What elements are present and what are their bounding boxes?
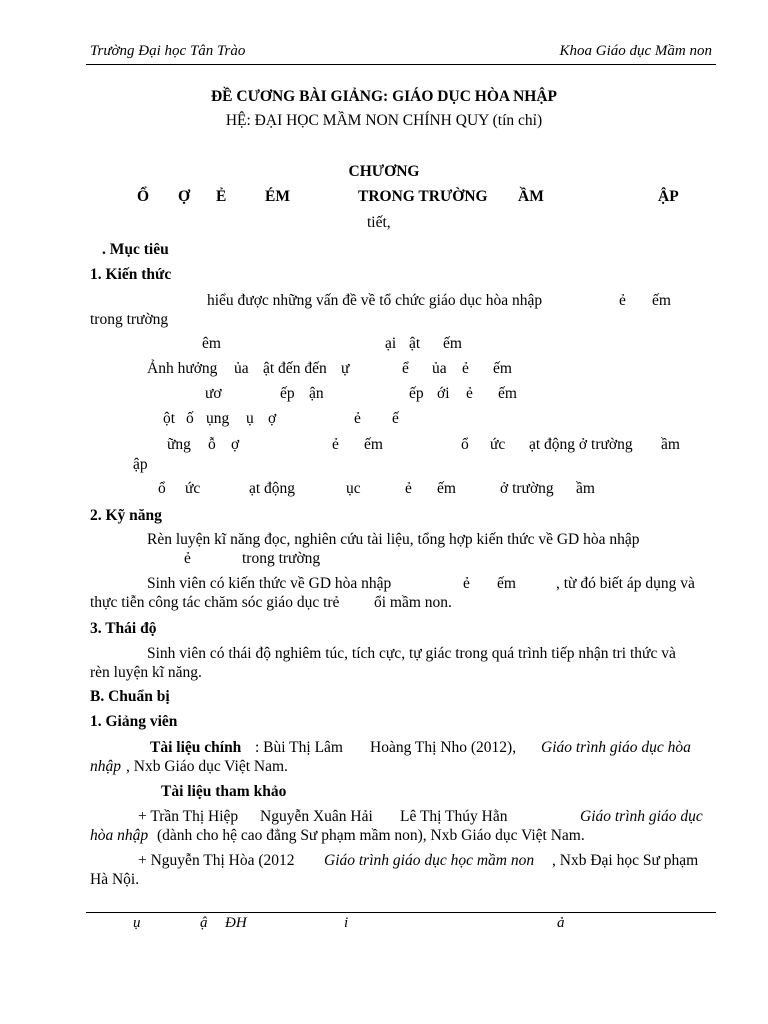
header-faculty: Khoa Giáo dục Mầm non xyxy=(559,43,712,59)
attitude-heading: 3. Thái độ xyxy=(90,620,157,637)
footer-fragment: ậ xyxy=(200,915,208,931)
text-run: ầm xyxy=(576,480,595,497)
text-run: (dành cho hệ cao đẳng Sư phạm mầm non), Nxb Giáo dục Việt Nam. xyxy=(157,827,585,844)
text-run: ận xyxy=(309,385,324,402)
text-run: ục xyxy=(346,480,361,497)
text-run: ếp xyxy=(280,385,295,402)
chapter-title-fragment: ẬP xyxy=(658,188,679,205)
text-run: ẻ xyxy=(466,385,473,402)
text-run: ủa xyxy=(234,360,249,377)
chapter-title-fragment: Ẻ xyxy=(216,188,227,205)
text-run: ếp xyxy=(409,385,424,402)
footer-fragment: ụ xyxy=(133,915,141,931)
text-run: ập xyxy=(133,456,148,473)
chapter-title-fragment: Ợ xyxy=(178,188,191,205)
text-run: ổ xyxy=(461,436,469,453)
text-run: ại xyxy=(385,335,397,352)
text-run: Hà Nội. xyxy=(90,871,140,888)
text-run: ươ xyxy=(205,385,222,402)
text-run: ẻ xyxy=(462,360,469,377)
text-run: + Trần Thị Hiệp xyxy=(138,808,239,825)
text-run: Giáo trình giáo dục hòa xyxy=(541,739,691,756)
text-run: ở trường xyxy=(500,480,554,497)
text-run: ếm xyxy=(652,292,671,309)
footer-fragment: ĐH xyxy=(225,915,247,931)
text-run: ủa xyxy=(432,360,447,377)
text-run: ổ xyxy=(158,480,166,497)
text-run: ột xyxy=(163,410,176,427)
teacher-heading: 1. Giảng viên xyxy=(90,713,178,730)
chapter-duration: tiết, xyxy=(367,214,391,231)
text-run: trong trường xyxy=(242,550,321,567)
document-subtitle: HỆ: ĐẠI HỌC MẦM NON CHÍNH QUY (tín chỉ) xyxy=(225,112,543,129)
text-run: ẻ xyxy=(332,436,339,453)
footer-fragment: ả xyxy=(557,915,565,931)
text-run: Giáo trình giáo dục học mầm non xyxy=(324,852,535,869)
text-run: Rèn luyện kĩ năng đọc, nghiên cứu tài liệu, tổng hợp kiến thức về GD hòa nhập xyxy=(147,531,640,548)
text-run: ếm xyxy=(437,480,456,497)
text-run: ẻ xyxy=(463,575,470,592)
text-run: ức xyxy=(185,480,201,497)
text-run: ố xyxy=(186,410,194,427)
header-university: Trường Đại học Tân Trào xyxy=(90,43,246,59)
text-run: ẻ xyxy=(405,480,412,497)
text-run: ợ xyxy=(231,436,240,453)
text-run: trong trường xyxy=(90,311,169,328)
text-run: ững xyxy=(167,436,191,453)
text-run: ẻ xyxy=(619,292,626,309)
text-run: Ảnh hưởng xyxy=(147,360,218,377)
document-title: ĐỀ CƯƠNG BÀI GIẢNG: GIÁO DỤC HÒA NHẬP xyxy=(210,88,558,105)
reference-materials-label: Tài liệu tham khảo xyxy=(161,783,287,800)
text-run: ức xyxy=(490,436,506,453)
text-run: , từ đó biết áp dụng và xyxy=(556,575,695,592)
text-run: ếm xyxy=(498,385,517,402)
text-run: ếm xyxy=(497,575,516,592)
text-run: + Nguyễn Thị Hòa (2012 xyxy=(138,852,295,869)
text-run: Nguyễn Xuân Hải xyxy=(260,808,373,825)
text-run: ếm xyxy=(493,360,512,377)
text-run: thực tiễn công tác chăm sóc giáo dục trẻ xyxy=(90,594,340,611)
text-run: ợ xyxy=(268,410,277,427)
text-run: ế xyxy=(392,410,399,427)
chapter-label: CHƯƠNG xyxy=(348,163,420,180)
text-run: hiểu được những vấn đề về tổ chức giáo dục hòa nhập xyxy=(207,292,543,309)
text-run: ạt động ở trường xyxy=(529,436,633,453)
chapter-title-fragment: ÉM xyxy=(265,188,290,205)
page-header xyxy=(86,40,716,65)
text-run: ếm xyxy=(443,335,462,352)
text-run: : Bùi Thị Lâm xyxy=(255,739,343,756)
knowledge-heading: 1. Kiến thức xyxy=(90,266,172,283)
footer-fragment: i xyxy=(344,915,349,931)
text-run: ự xyxy=(341,360,350,377)
attitude-line: Sinh viên có thái độ nghiêm túc, tích cực, tự giác trong quá trình tiếp nhận tri thức và xyxy=(147,645,676,662)
text-run: hòa nhập xyxy=(90,827,149,844)
chapter-title-fragment: ẦM xyxy=(518,188,544,205)
text-run: ụ xyxy=(246,410,254,427)
text-run: ổi mầm non. xyxy=(374,594,452,611)
text-run: Giáo trình giáo dục xyxy=(580,808,703,825)
text-run: , Nxb Đại học Sư phạm xyxy=(552,852,699,869)
text-run: ỗ xyxy=(208,436,216,453)
preparation-heading: B. Chuẩn bị xyxy=(90,688,170,705)
text-run: ạt động xyxy=(249,480,296,497)
text-run: ới xyxy=(437,385,450,402)
skills-heading: 2. Kỹ năng xyxy=(90,507,162,524)
text-run: ầm xyxy=(661,436,680,453)
footer-divider xyxy=(86,912,716,913)
text-run: ẻ xyxy=(354,410,361,427)
text-run: ếm xyxy=(364,436,383,453)
text-run: Sinh viên có kiến thức về GD hòa nhập xyxy=(147,575,392,592)
attitude-line: rèn luyện kĩ năng. xyxy=(90,664,202,681)
text-run: Lê Thị Thúy Hằn xyxy=(400,808,508,825)
text-run: ật đến đến xyxy=(263,360,327,377)
text-run: nhập xyxy=(90,758,121,775)
text-run: , Nxb Giáo dục Việt Nam. xyxy=(126,758,288,775)
main-materials-label: Tài liệu chính xyxy=(150,739,242,756)
text-run: ật xyxy=(409,335,421,352)
text-run: ể xyxy=(402,360,409,377)
section-objectives-heading: . Mục tiêu xyxy=(102,241,169,258)
text-run: ụng xyxy=(206,410,230,427)
text-run: ẻ xyxy=(184,550,191,567)
text-run: Hoàng Thị Nho (2012), xyxy=(370,739,517,756)
chapter-title-fragment: Ổ xyxy=(137,188,150,205)
text-run: êm xyxy=(202,335,221,352)
chapter-title-fragment: TRONG TRƯỜNG xyxy=(358,188,488,205)
